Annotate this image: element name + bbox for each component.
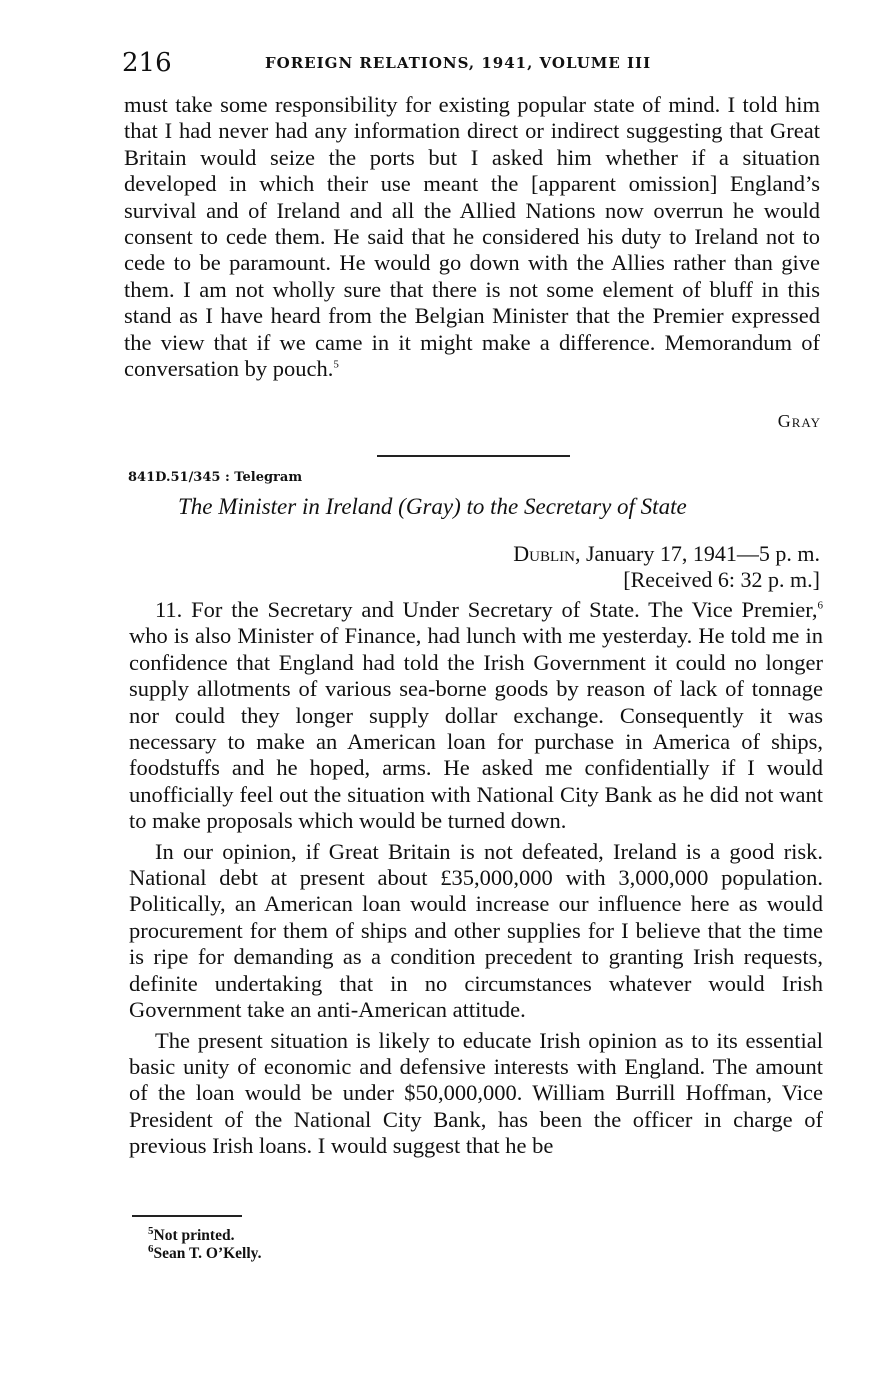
footnote <box>148 1224 261 1245</box>
footnote-text: Not printed. <box>153 1227 235 1244</box>
received-note: [Received 6: 32 p. m.] <box>623 567 820 592</box>
paragraph-1 <box>129 597 823 835</box>
telegram-body <box>129 597 823 1164</box>
footnotes <box>148 1224 262 1263</box>
running-head: FOREIGN RELATIONS, 1941, VOLUME III <box>265 54 652 72</box>
document-title: The Minister in Ireland (Gray) to the Secretary of State <box>178 494 687 519</box>
continuation-text: must take some responsibility for existing popular state of mind. I told him that I had never had any information direct or indirect suggesting that Great Britain would seize the ports but I asked him whether if a situation developed in which their use meant the [apparent omission] England’s survival and of Ireland and all the Allied Nations now overrun he would consent to cede them. He said that he considered his duty to Ireland not to cede to be paramount. He would go down with the Allies rather than give them. I am not wholly sure that there is not some element of bluff in this stand as I have heard from the Belgian Minister that the Premier expressed the view that if we came in it might make a difference. Memorandum of conversation by pouch. <box>124 92 820 382</box>
paragraph-3: The present situation is likely to educate Irish opinion as to its essential basic unity of economic and defensive interests with England. The amount of the loan would be under $50,000,000. William Burrill Hoffman, Vice President of the National City Bank, has been the officer in charge of previous Irish loans. I would suggest that he be <box>129 1027 823 1159</box>
footnote-marker: 5 <box>333 358 339 371</box>
footnote-rule <box>132 1215 242 1217</box>
section-divider <box>377 455 570 457</box>
footnote-number: 6 <box>148 1242 154 1255</box>
continuation-paragraph <box>124 92 820 382</box>
page-number: 216 <box>122 48 172 78</box>
page-header <box>122 48 822 84</box>
footnote-marker: 6 <box>817 599 823 612</box>
signature: Gray <box>777 411 821 431</box>
paragraph-1-rest: who is also Minister of Finance, had lunch with me yesterday. He told me in confidence that England had told the Irish Government it could no longer supply allotments of various sea-borne goods by reason of lack of tonnage nor could they longer supply dollar exchange. Consequently it was necessary to make an American loan for purchase in America of ships, foodstuffs and he hoped, arms. He asked me confidentially if I would unofficially feel out the situation with National City Bank as he did not want to make proposals which would be turned down. <box>129 623 823 834</box>
dateline <box>513 541 820 593</box>
dateline-place: Dublin <box>513 541 575 566</box>
paragraph-1-start: 11. For the Secretary and Under Secretary of State. The Vice Premier, <box>155 597 818 622</box>
dateline-date: , January 17, 1941—5 p. m. <box>574 541 820 566</box>
footnote-text: Sean T. O’Kelly. <box>153 1245 262 1262</box>
footnote <box>148 1242 262 1263</box>
file-reference: 841D.51/345 : Telegram <box>128 470 303 485</box>
footnote-number: 5 <box>148 1224 154 1237</box>
paragraph-2: In our opinion, if Great Britain is not defeated, Ireland is a good risk. National debt at present about £35,000,000 with 3,000,000 population. Politically, an American loan would increase our influence here as would procurement for them of ships and other supplies for I believe that the time is ripe for demanding as a condition precedent to granting Irish requests, definite undertaking that in no circumstances whatever would Irish Government take an anti-American attitude. <box>129 838 823 1023</box>
